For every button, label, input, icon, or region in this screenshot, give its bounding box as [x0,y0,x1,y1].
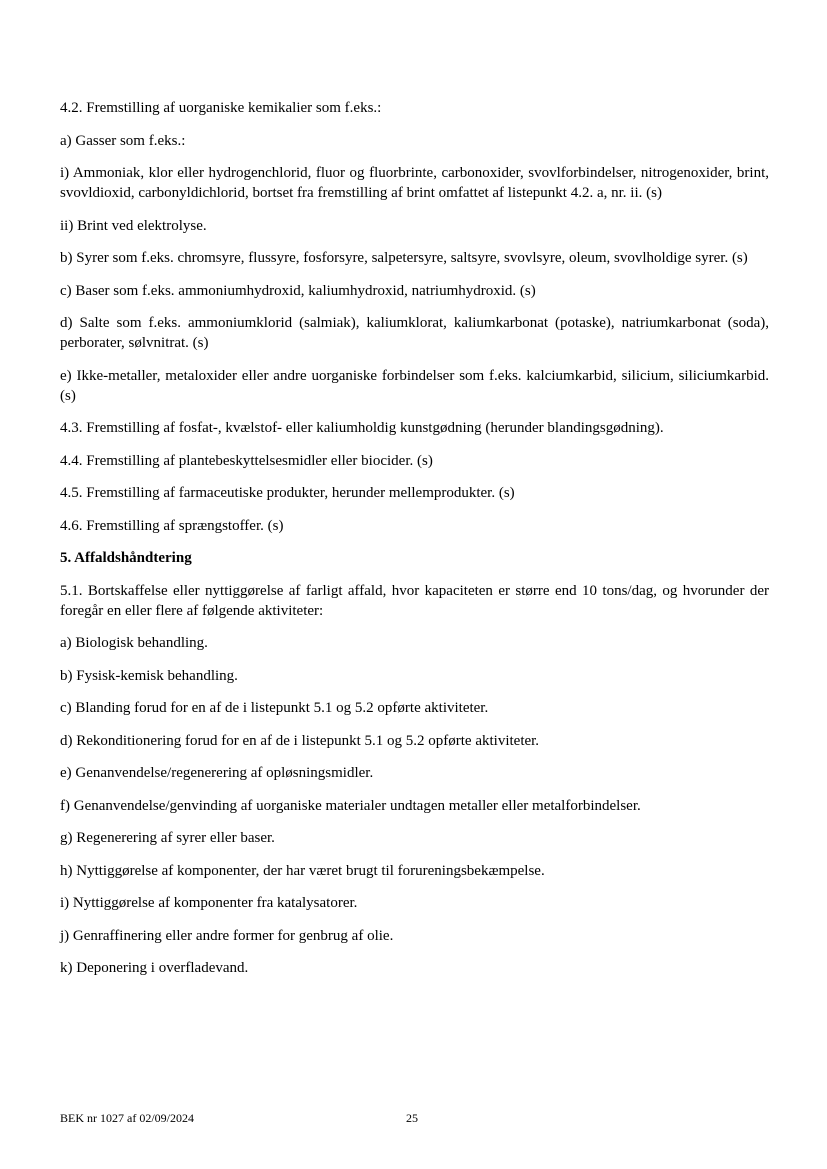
paragraph-5-1-e: e) Genanvendelse/regenerering af opløsningsmidler. [60,765,374,781]
paragraph-4-2-a-i: i) Ammoniak, klor eller hydrogenchlorid, fluor og fluorbrinte, carbonoxider, svovlforbindelser, nitrogenoxider, brint, svovldioxid, carbonyldichlorid, bortset fra fremstilling af brint omfattet af listepunkt 4.2. a, nr. ii. (s) [60,165,769,201]
paragraph-5-1-i: i) Nyttiggørelse af komponenter fra katalysatorer. [60,895,358,911]
paragraph-5-1-c: c) Blanding forud for en af de i listepunkt 5.1 og 5.2 opførte aktiviteter. [60,700,489,716]
paragraph-4-2-e: e) Ikke-metaller, metaloxider eller andre uorganiske forbindelser som f.eks. kalciumkarbid, silicium, siliciumkarbid. (s) [60,367,769,404]
paragraph-4-2-a: a) Gasser som f.eks.: [60,132,186,149]
paragraph-5-1-f: f) Genanvendelse/genvinding af uorganiske materialer undtagen metaller eller metalforbindelser. [60,797,641,814]
paragraph-5-1-k: k) Deponering i overfladevand. [60,960,249,976]
paragraph-5-1-b: b) Fysisk-kemisk behandling. [60,667,238,684]
paragraph-5-1-j: j) Genraffinering eller andre former for genbrug af olie. [60,927,394,944]
document-body [60,98,769,991]
paragraph-4-2-a-ii: ii) Brint ved elektrolyse. [60,217,207,234]
paragraph-5-1-h: h) Nyttiggørelse af komponenter, der har været brugt til forureningsbekæmpelse. [60,862,545,879]
paragraph-4-3: 4.3. Fremstilling af fosfat-, kvælstof- eller kaliumholdig kunstgødning (herunder blandingsgødning). [60,420,664,436]
page-number: 25 [406,1111,418,1125]
footer-reference: BEK nr 1027 af 02/09/2024 [60,1111,194,1125]
paragraph-4-2-d: d) Salte som f.eks. ammoniumklorid (salmiak), kaliumklorat, kaliumkarbonat (potaske), natriumkarbonat (soda), perborater, sølvnitrat. (s) [60,315,769,351]
paragraph-4-6: 4.6. Fremstilling af sprængstoffer. (s) [60,517,284,534]
section-heading-5: 5. Affaldshåndtering [60,550,192,566]
paragraph-5-1-a: a) Biologisk behandling. [60,635,208,651]
paragraph-4-4: 4.4. Fremstilling af plantebeskyttelsesmidler eller biocider. (s) [60,452,433,469]
paragraph-5-1-g: g) Regenerering af syrer eller baser. [60,830,275,846]
paragraph-4-2: 4.2. Fremstilling af uorganiske kemikalier som f.eks.: [60,100,382,116]
paragraph-4-2-c: c) Baser som f.eks. ammoniumhydroxid, kaliumhydroxid, natriumhydroxid. (s) [60,282,536,299]
paragraph-5-1: 5.1. Bortskaffelse eller nyttiggørelse af farligt affald, hvor kapaciteten er større end 10 tons/dag, og hvorunder der foregår en eller flere af følgende aktiviteter: [60,582,769,619]
paragraph-4-2-b: b) Syrer som f.eks. chromsyre, flussyre, fosforsyre, salpetersyre, saltsyre, svovlsyre, oleum, svovlholdige syrer. (s) [60,250,748,266]
paragraph-5-1-d: d) Rekonditionering forud for en af de i listepunkt 5.1 og 5.2 opførte aktiviteter. [60,732,540,749]
paragraph-4-5: 4.5. Fremstilling af farmaceutiske produkter, herunder mellemprodukter. (s) [60,485,515,501]
